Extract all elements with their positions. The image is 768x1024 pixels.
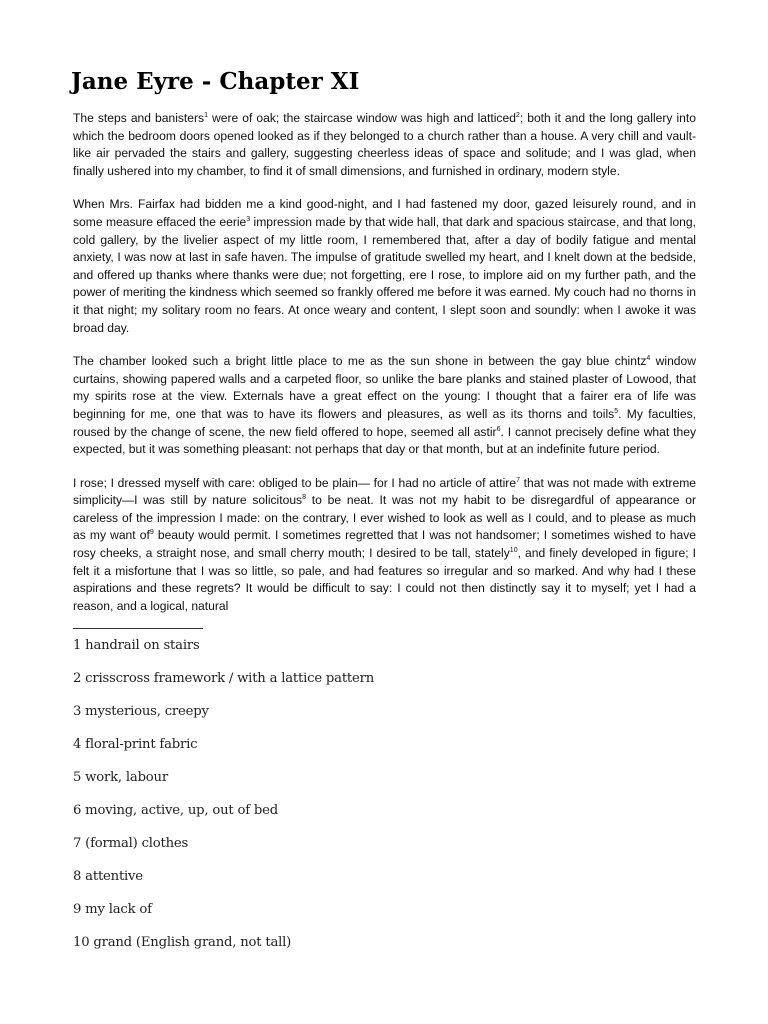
footnote-item: 7 (formal) clothes (73, 836, 189, 851)
body-paragraph (73, 110, 696, 180)
paragraph-text: The steps and banisters (73, 111, 205, 125)
paragraph-text: window curtains, showing papered walls and a carpeted floor, so unlike the bare planks and stained plaster of Lowood, that my spirits rose at the view. Externals have a great effect on the young: I thought that a fairer era of life was beginning for me, one that was to have its flowers and pleasures, as well as its thorns and toils (73, 354, 696, 421)
footnote-divider (73, 628, 203, 629)
footnote-item: 10 grand (English grand, not tall) (73, 935, 292, 950)
footnote-item: 6 moving, active, up, out of bed (73, 803, 278, 818)
footnote-marker: 1 (204, 111, 209, 119)
paragraph-text: ; both it and the long gallery into which the bedroom doors opened looked as if they belonged to a church rather than a house. A very chill and vault- like air pervaded the stairs and gallery, suggesting cheerless ideas of space and solitude; and I was glad, when finally ushered into my chamber, to find it of small dimensions, and furnished in ordinary, modern style. (73, 111, 696, 178)
footnote-marker: 2 (515, 111, 520, 119)
footnote-list (73, 636, 673, 966)
chapter-body (73, 110, 696, 631)
paragraph-text: impression made by that wide hall, that dark and spacious staircase, and that long, cold gallery, by the livelier aspect of my little room, I remembered that, after a day of bodily fatigue and mental anxiety, I was now at last in safe haven. The impulse of gratitude swelled my heart, and I knelt down at the bedside, and offered up thanks where thanks were due; not forgetting, ere I rose, to implore aid on my further path, and the power of meriting the kindness which seemed so frankly offered me before it was earned. My couch had no thorns in it that night; my solitary room no fears. At once weary and content, I slept soon and soundly: when I awoke it was broad day. (73, 214, 696, 335)
paragraph-text: I rose; I dressed myself with care: obliged to be plain— for I had no article of attire (73, 475, 517, 490)
body-paragraph (73, 353, 696, 459)
footnote-marker: 8 (302, 494, 307, 502)
paragraph-text: to be neat. It was not my habit to be disregardful of appearance or careless of the impression I made: on the contrary, I ever wished to look as well as I could, and to please as much as my want of (73, 493, 696, 543)
paragraph-text: The chamber looked such a bright little place to me as the sun shone in between the gay blue chintz (73, 354, 647, 369)
paragraph-text: that was not made with extreme simplicity—I was still by nature solicitous (73, 475, 696, 508)
footnote-marker: 9 (149, 529, 154, 537)
paragraph-text: were of oak; the staircase window was high and latticed (208, 111, 516, 125)
footnote-item: 9 my lack of (73, 902, 152, 917)
body-paragraph (73, 475, 696, 616)
footnote-marker: 3 (246, 215, 251, 223)
footnote-marker: 6 (496, 425, 501, 433)
footnote-item: 1 handrail on stairs (73, 638, 200, 653)
footnote-item: 5 work, labour (73, 770, 168, 785)
page-title: Jane Eyre - Chapter XI (71, 68, 360, 95)
footnote-item: 4 floral-print fabric (73, 737, 198, 752)
footnote-item: 2 crisscross framework / with a lattice pattern (73, 671, 375, 686)
footnote-marker: 10 (509, 547, 518, 555)
paragraph-text: . I cannot precisely define what they expected, but it was something pleasant: not perhaps that day or that month, but at an indefinite future period. (73, 424, 696, 457)
footnote-marker: 7 (516, 476, 520, 484)
body-paragraph (73, 196, 696, 337)
paragraph-text: When Mrs. Fairfax had bidden me a kind good-night, and I had fastened my door, gazed leisurely round, and in some measure effaced the eerie (73, 197, 696, 229)
paragraph-text: beauty would permit. I sometimes regretted that I was not handsomer; I sometimes wished to have rosy cheeks, a straight nose, and small cherry mouth; I desired to be tall, stately (73, 528, 697, 561)
paragraph-text: , and finely developed in figure; I felt it a misfortune that I was so little, so pale, and had features so irregular and so marked. And why had I these aspirations and these regrets? It would be difficult to say: I could not then distinctly say it to myself; yet I had a reason, and a logical, natural (73, 546, 696, 613)
footnote-item: 8 attentive (73, 869, 143, 884)
footnote-item: 3 mysterious, creepy (73, 704, 209, 719)
footnote-marker: 5 (614, 407, 619, 415)
paragraph-text: . My faculties, roused by the change of scene, the new field offered to hope, seemed all astir (73, 406, 696, 439)
footnote-marker: 4 (646, 355, 651, 363)
